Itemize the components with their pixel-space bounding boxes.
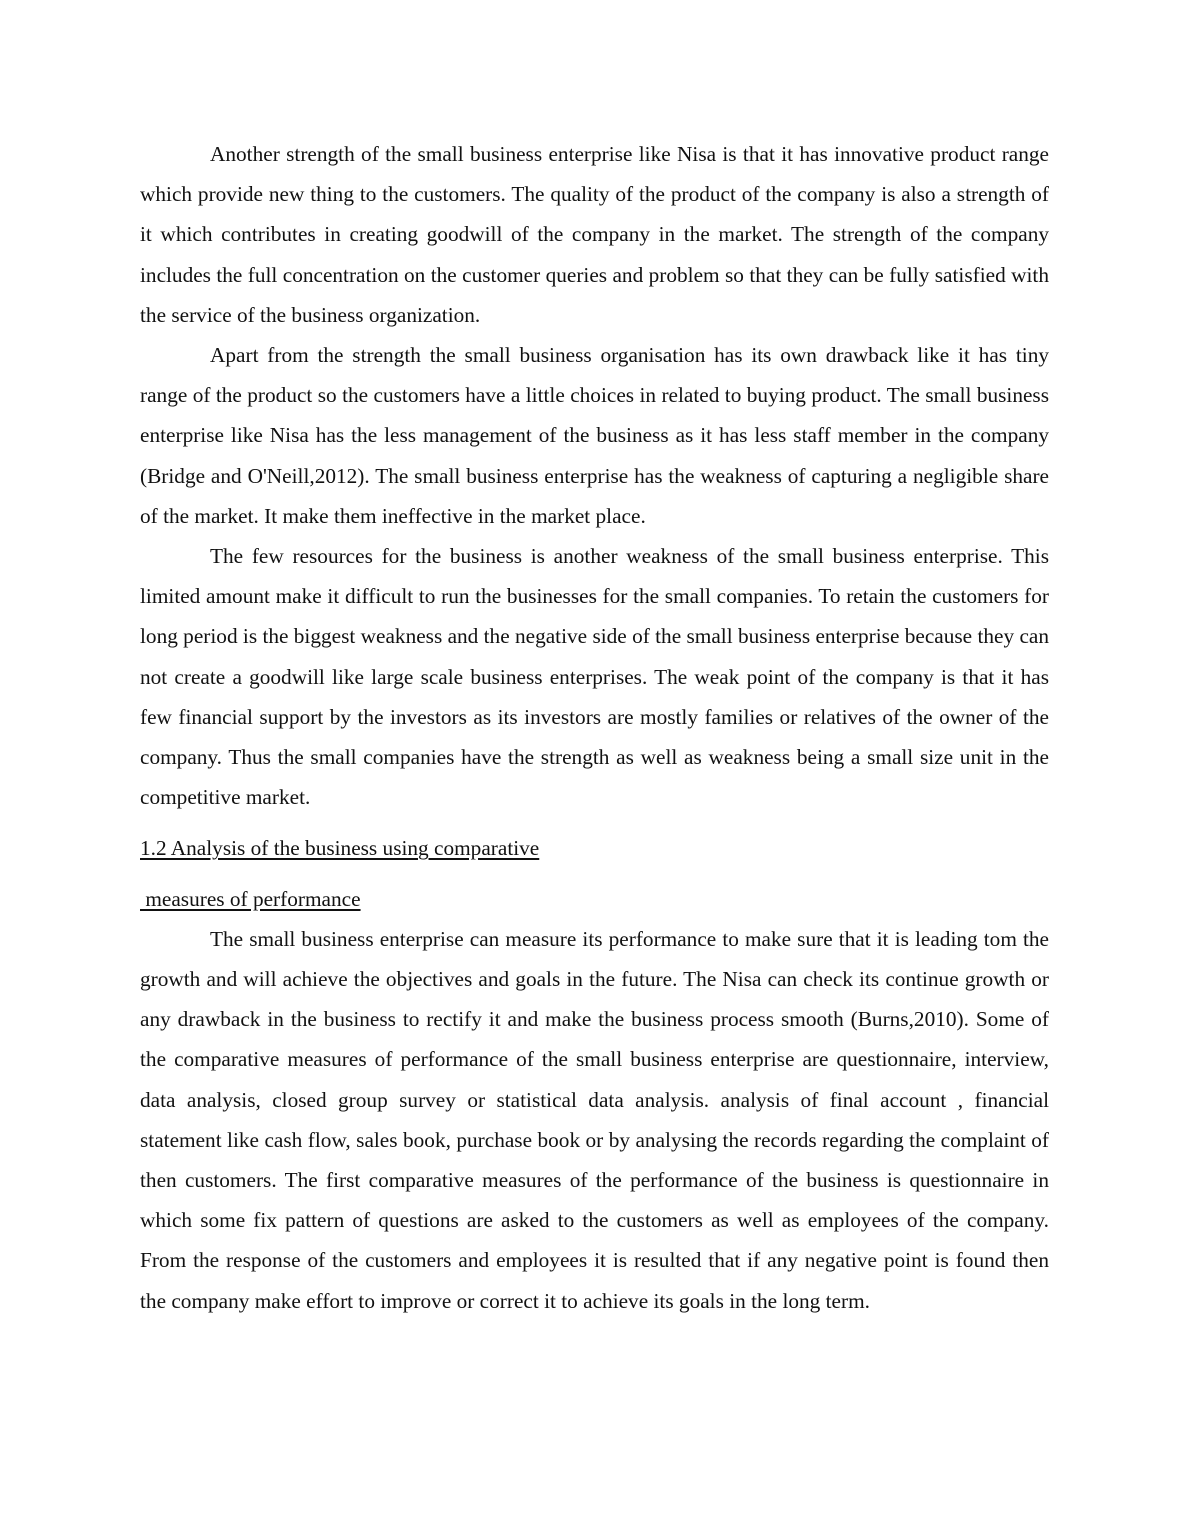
page-body [140,134,1049,1321]
paragraph-strengths: Another strength of the small business enterprise like Nisa is that it has innovative product range which provide new thing to the customers. The quality of the product of the company is also a strength of it which contributes in creating goodwill of the company in the market. The strength of the company includes the full concentration on the customer queries and problem so that they can be fully satisfied with the service of the business organization. [140,142,1049,327]
paragraph-weaknesses: The few resources for the business is another weakness of the small business enterprise. This limited amount make it difficult to run the businesses for the small companies. To retain the customers for long period is the biggest weakness and the negative side of the small business enterprise because they can not create a goodwill like large scale business enterprises. The weak point of the company is that it has few financial support by the investors as its investors are mostly families or relatives of the owner of the company. Thus the small companies have the strength as well as weakness being a small size unit in the competitive market. [140,544,1049,810]
paragraph-drawbacks: Apart from the strength the small business organisation has its own drawback like it has tiny range of the product so the customers have a little choices in related to buying product. The small business enterprise like Nisa has the less management of the business as it has less staff member in the company (Bridge and O'Neill,2012). The small business enterprise has the weakness of capturing a negligible share of the market. It make them ineffective in the market place. [140,343,1049,528]
section-heading-line-2: measures of performance [140,886,361,911]
section-heading-line-1: 1.2 Analysis of the business using comparative [140,836,540,861]
paragraph-performance-measures: The small business enterprise can measure its performance to make sure that it is leading tom the growth and will achieve the objectives and goals in the future. The Nisa can check its continue growth or any drawback in the business to rectify it and make the business process smooth (Burns,2010). Some of the comparative measures of performance of the small business enterprise are questionnaire, interview, data analysis, closed group survey or statistical data analysis. analysis of final account , financial statement like cash flow, sales book, purchase book or by analysing the records regarding the complaint of then customers. The first comparative measures of the performance of the business is questionnaire in which some fix pattern of questions are asked to the customers as well as employees of the company. From the response of the customers and employees it is resulted that if any negative point is found then the company make effort to improve or correct it to achieve its goals in the long term. [140,926,1049,1313]
